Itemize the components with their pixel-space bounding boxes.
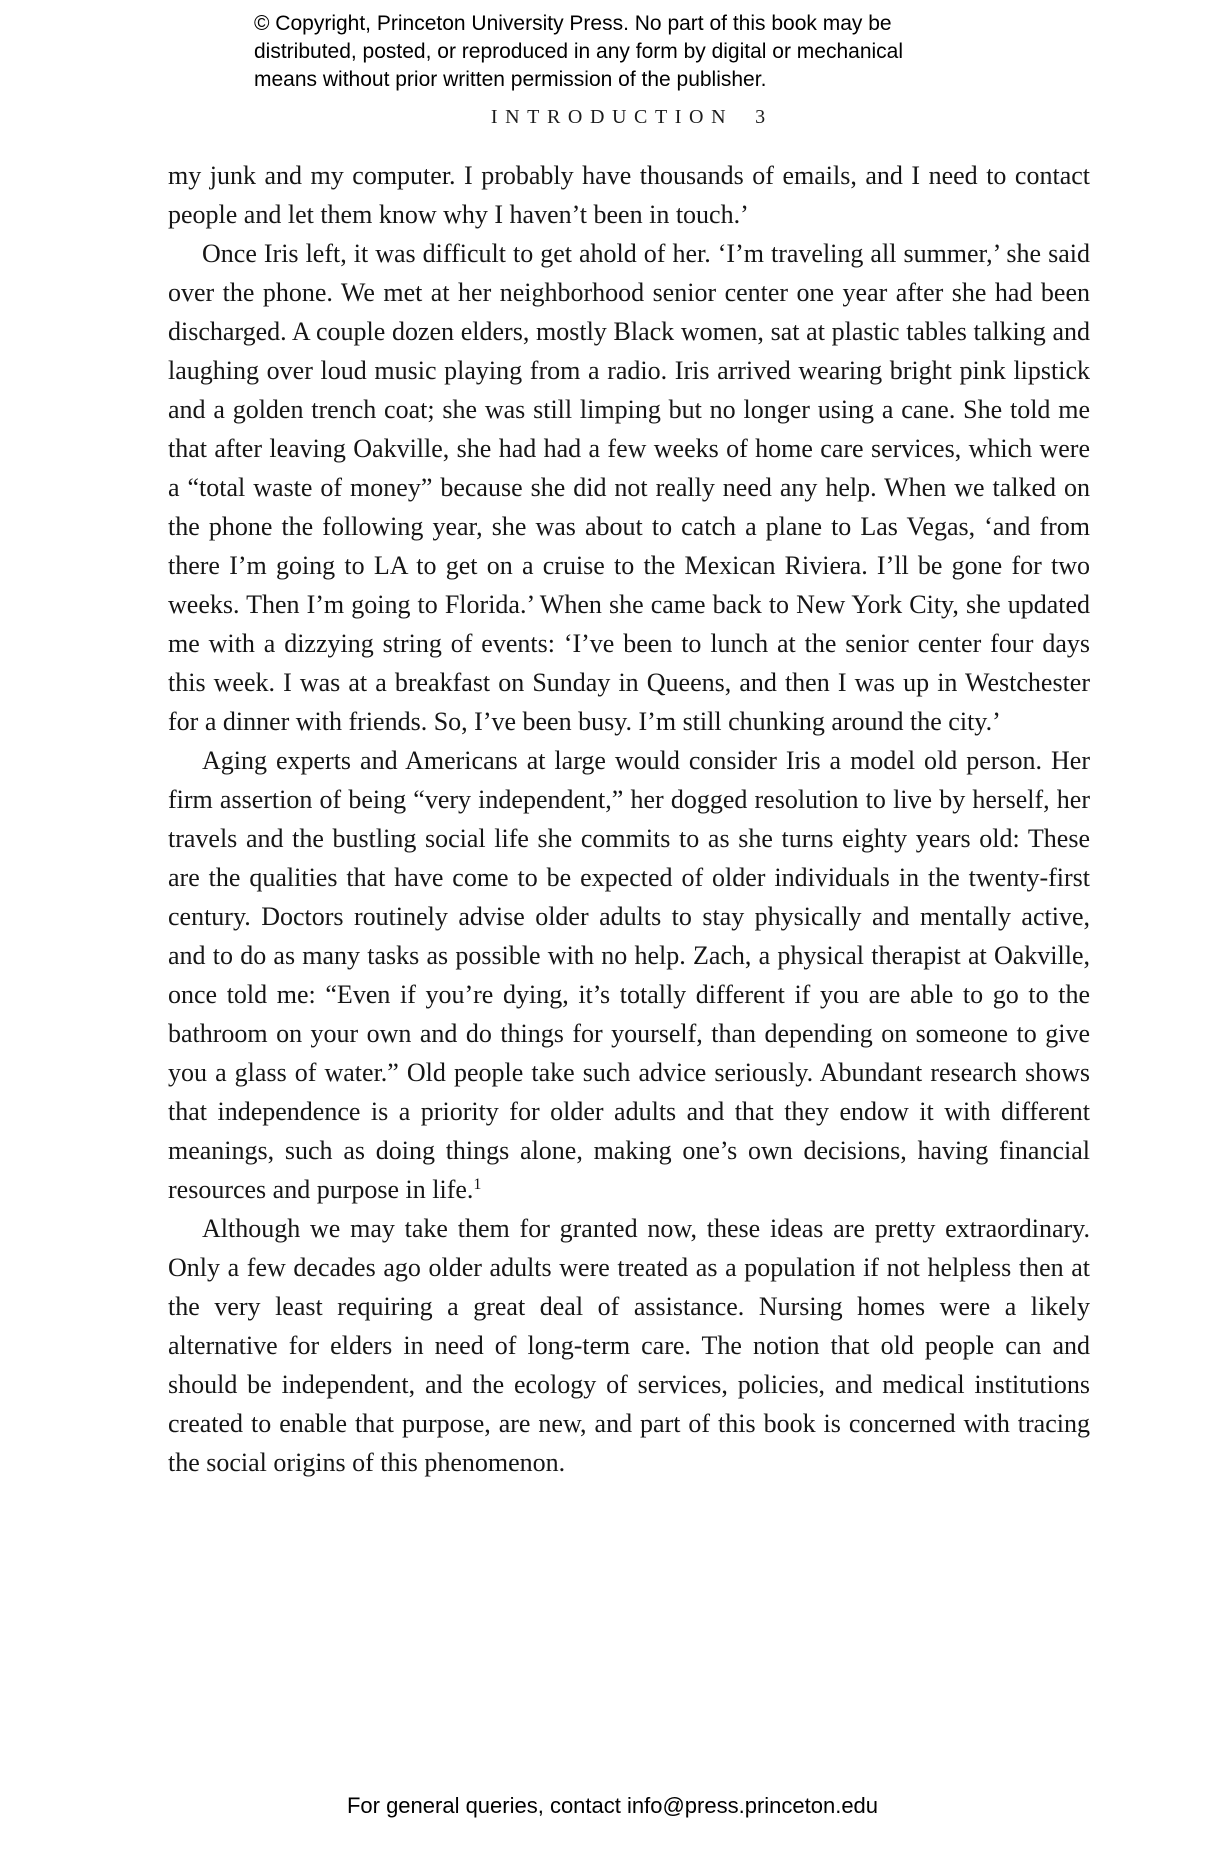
paragraph-3 [168, 741, 1090, 1209]
body-text [168, 156, 1090, 1482]
running-head [168, 106, 1090, 129]
paragraph-4-text: Although we may take them for granted now, these ideas are pretty extraordinary. Only a few decades ago older adults were treated as a population if not helpless then at the very least requiring a great deal of assistance. Nursing homes were a likely alternative for elders in need of long-term care. The notion that old people can and should be independent, and the ecology of services, policies, and medical institutions created to enable that purpose, are new, and part of this book is concerned with tracing the social origins of this phenomenon. [168, 1214, 1090, 1477]
copyright-notice [254, 10, 903, 94]
paragraph-1 [168, 156, 1090, 234]
chapter-title: INTRODUCTION [490, 106, 734, 128]
paragraph-4 [168, 1209, 1090, 1482]
page-footer [0, 1793, 1225, 1819]
footnote-marker: 1 [473, 1176, 482, 1194]
paragraph-2 [168, 234, 1090, 741]
paragraph-2-text: Once Iris left, it was difficult to get ahold of her. ‘I’m traveling all summer,’ she said over the phone. We met at her neighborhood senior center one year after she had been discharged. A couple dozen elders, mostly Black women, sat at plastic tables talking and laughing over loud music playing from a radio. Iris arrived wearing bright pink lipstick and a golden trench coat; she was still limping but no longer using a cane. She told me that after leaving Oakville, she had had a few weeks of home care services, which were a “total waste of money” because she did not really need any help. When we talked on the phone the following year, she was about to catch a plane to Las Vegas, ‘and from there I’m going to LA to get on a cruise to the Mexican Riviera. I’ll be gone for two weeks. Then I’m going to Florida.’ When she came back to New York City, she updated me with a dizzying string of events: ‘I’ve been to lunch at the senior center four days this week. I was at a breakfast on Sunday in Queens, and then I was up in Westchester for a dinner with friends. So, I’ve been busy. I’m still chunking around the city.’ [168, 239, 1090, 736]
page-number: 3 [755, 106, 768, 128]
copyright-line-3: means without prior written permission of the publisher. [254, 68, 767, 91]
copyright-line-1: © Copyright, Princeton University Press. No part of this book may be [254, 12, 892, 35]
contact-line: For general queries, contact info@press.princeton.edu [346, 1793, 879, 1818]
paragraph-3-text: Aging experts and Americans at large would consider Iris a model old person. Her firm assertion of being “very independent,” her dogged resolution to live by herself, her travels and the bustling social life she commits to as she turns eighty years old: These are the qualities that have come to be expected of older individuals in the twenty-first century. Doctors routinely advise older adults to stay physically and mentally active, and to do as many tasks as possible with no help. Zach, a physical therapist at Oakville, once told me: “Even if you’re dying, it’s totally different if you are able to go to the bathroom on your own and do things for yourself, than depending on someone to give you a glass of water.” Old people take such advice seriously. Abundant research shows that independence is a priority for older adults and that they endow it with different meanings, such as doing things alone, making one’s own decisions, having financial resources and purpose in life. [168, 746, 1090, 1204]
copyright-line-2: distributed, posted, or reproduced in any form by digital or mechanical [254, 40, 904, 63]
paragraph-1-text: my junk and my computer. I probably have thousands of emails, and I need to contact people and let them know why I haven’t been in touch.’ [168, 161, 1090, 229]
